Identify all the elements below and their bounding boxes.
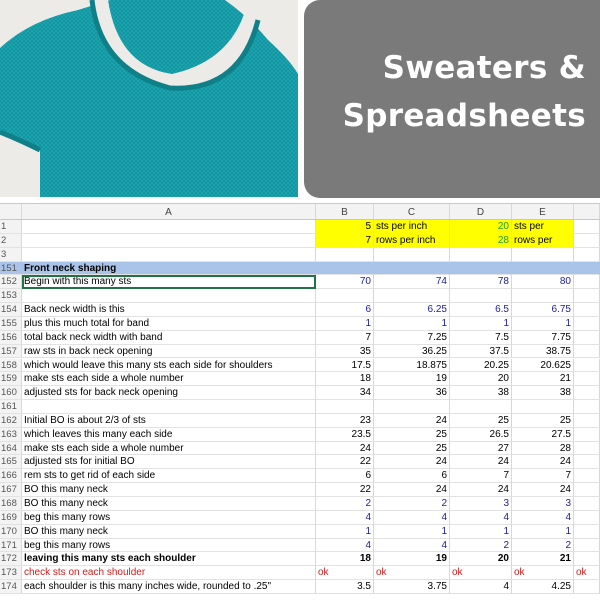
cell-f[interactable] bbox=[574, 220, 600, 234]
row-number[interactable]: 167 bbox=[0, 483, 22, 497]
cell-a[interactable]: rem sts to get rid of each side bbox=[22, 469, 316, 483]
cell-f[interactable] bbox=[574, 289, 600, 303]
column-header-c[interactable]: C bbox=[374, 204, 450, 219]
cell-d[interactable]: 7.5 bbox=[450, 331, 512, 345]
cell-a[interactable] bbox=[22, 220, 316, 234]
cell-d[interactable]: 6.5 bbox=[450, 303, 512, 317]
row-number[interactable]: 174 bbox=[0, 580, 22, 594]
cell-f[interactable] bbox=[574, 483, 600, 497]
cell-c[interactable]: 4 bbox=[374, 511, 450, 525]
gauge-value-d[interactable]: 20 bbox=[450, 220, 512, 234]
cell-c[interactable]: 18.875 bbox=[374, 359, 450, 373]
column-header-e[interactable]: E bbox=[512, 204, 574, 219]
table-row bbox=[0, 234, 600, 248]
cell-f[interactable] bbox=[574, 414, 600, 428]
row-number[interactable]: 157 bbox=[0, 345, 22, 359]
table-row bbox=[0, 303, 600, 317]
cell-b[interactable]: 18 bbox=[316, 552, 374, 566]
ok-check-c[interactable]: ok bbox=[374, 566, 450, 580]
cell-a[interactable]: each shoulder is this many inches wide, rounded to .25" bbox=[22, 580, 316, 594]
table-row bbox=[0, 372, 600, 386]
column-header-f[interactable] bbox=[574, 204, 600, 219]
cell-e[interactable] bbox=[512, 400, 574, 414]
cell-b[interactable]: 4 bbox=[316, 511, 374, 525]
row-number[interactable]: 166 bbox=[0, 469, 22, 483]
table-row bbox=[0, 345, 600, 359]
cell-c[interactable] bbox=[374, 262, 450, 276]
cell-e[interactable]: 24 bbox=[512, 483, 574, 497]
cell-b[interactable] bbox=[316, 248, 374, 262]
cell-a[interactable]: total back neck width with band bbox=[22, 331, 316, 345]
cell-c[interactable] bbox=[374, 400, 450, 414]
cell-f[interactable] bbox=[574, 331, 600, 345]
cell-c[interactable]: 4 bbox=[374, 539, 450, 553]
row-number[interactable]: 151 bbox=[0, 262, 22, 276]
cell-d[interactable]: 1 bbox=[450, 317, 512, 331]
cell-f[interactable] bbox=[574, 317, 600, 331]
table-row bbox=[0, 331, 600, 345]
cell-f[interactable] bbox=[574, 497, 600, 511]
gauge-value-d[interactable]: 28 bbox=[450, 234, 512, 248]
cell-f[interactable] bbox=[574, 372, 600, 386]
gauge-value-b[interactable]: 7 bbox=[316, 234, 374, 248]
cell-b[interactable]: 2 bbox=[316, 497, 374, 511]
row-number[interactable]: 152 bbox=[0, 275, 22, 289]
row-number[interactable]: 173 bbox=[0, 566, 22, 580]
cell-c[interactable]: 1 bbox=[374, 317, 450, 331]
cell-e[interactable]: 4.25 bbox=[512, 580, 574, 594]
cell-e[interactable]: 21 bbox=[512, 552, 574, 566]
cell-f[interactable] bbox=[574, 262, 600, 276]
row-number[interactable]: 163 bbox=[0, 428, 22, 442]
row-number[interactable]: 159 bbox=[0, 372, 22, 386]
cell-f[interactable] bbox=[574, 345, 600, 359]
cell-b[interactable]: 70 bbox=[316, 275, 374, 289]
cell-c[interactable]: 24 bbox=[374, 414, 450, 428]
row-number[interactable]: 161 bbox=[0, 400, 22, 414]
cell-d[interactable]: 4 bbox=[450, 580, 512, 594]
cell-e[interactable]: 25 bbox=[512, 414, 574, 428]
cell-b[interactable]: 18 bbox=[316, 372, 374, 386]
cell-a[interactable]: BO this many neck bbox=[22, 497, 316, 511]
table-row bbox=[0, 539, 600, 553]
cell-b[interactable]: 6 bbox=[316, 469, 374, 483]
cell-c[interactable]: 7.25 bbox=[374, 331, 450, 345]
cell-c[interactable]: 36 bbox=[374, 386, 450, 400]
cell-a[interactable]: leaving this many sts each shoulder bbox=[22, 552, 316, 566]
cell-e[interactable]: 27.5 bbox=[512, 428, 574, 442]
cell-d[interactable]: 7 bbox=[450, 469, 512, 483]
cell-e[interactable]: 2 bbox=[512, 539, 574, 553]
gauge-label-c[interactable]: rows per inch bbox=[374, 234, 450, 248]
cell-d[interactable] bbox=[450, 248, 512, 262]
table-row bbox=[0, 386, 600, 400]
cell-e[interactable]: 3 bbox=[512, 497, 574, 511]
cell-b[interactable]: 35 bbox=[316, 345, 374, 359]
cell-e[interactable]: 1 bbox=[512, 525, 574, 539]
cell-b[interactable]: 24 bbox=[316, 442, 374, 456]
row-number[interactable]: 155 bbox=[0, 317, 22, 331]
cell-d[interactable]: 2 bbox=[450, 539, 512, 553]
ok-check-f[interactable]: ok bbox=[574, 566, 600, 580]
gauge-value-b[interactable]: 5 bbox=[316, 220, 374, 234]
cell-d[interactable]: 1 bbox=[450, 525, 512, 539]
row-number[interactable]: 172 bbox=[0, 552, 22, 566]
cell-a[interactable]: raw sts in back neck opening bbox=[22, 345, 316, 359]
cell-c[interactable]: 24 bbox=[374, 483, 450, 497]
cell-e[interactable] bbox=[512, 262, 574, 276]
cell-e[interactable]: 20.625 bbox=[512, 359, 574, 373]
cell-e[interactable]: 28 bbox=[512, 442, 574, 456]
table-row bbox=[0, 262, 600, 276]
cell-f[interactable] bbox=[574, 455, 600, 469]
cell-e[interactable]: 6.75 bbox=[512, 303, 574, 317]
cell-d[interactable]: 24 bbox=[450, 455, 512, 469]
cell-e[interactable]: 80 bbox=[512, 275, 574, 289]
cell-d[interactable]: 37.5 bbox=[450, 345, 512, 359]
cell-c[interactable] bbox=[374, 289, 450, 303]
cell-c[interactable]: 2 bbox=[374, 497, 450, 511]
row-number[interactable]: 1 bbox=[0, 220, 22, 234]
cell-f[interactable] bbox=[574, 275, 600, 289]
cell-a[interactable]: Back neck width is this bbox=[22, 303, 316, 317]
row-number[interactable]: 2 bbox=[0, 234, 22, 248]
cell-b[interactable]: 3.5 bbox=[316, 580, 374, 594]
cell-a[interactable]: Begin with this many sts bbox=[22, 275, 316, 289]
title-line-2: Spreadsheets bbox=[342, 98, 586, 134]
cell-f[interactable] bbox=[574, 359, 600, 373]
column-header-b[interactable]: B bbox=[316, 204, 374, 219]
column-header-row bbox=[0, 203, 600, 220]
cell-c[interactable]: 74 bbox=[374, 275, 450, 289]
cell-a[interactable] bbox=[22, 289, 316, 303]
cell-e[interactable] bbox=[512, 248, 574, 262]
cell-f[interactable] bbox=[574, 442, 600, 456]
cell-b[interactable] bbox=[316, 289, 374, 303]
cell-d[interactable]: 20 bbox=[450, 372, 512, 386]
cell-d[interactable]: 24 bbox=[450, 483, 512, 497]
cell-f[interactable] bbox=[574, 386, 600, 400]
row-number[interactable]: 153 bbox=[0, 289, 22, 303]
cell-b[interactable]: 34 bbox=[316, 386, 374, 400]
table-row bbox=[0, 552, 600, 566]
cell-a[interactable]: adjusted sts for back neck opening bbox=[22, 386, 316, 400]
table-row bbox=[0, 580, 600, 594]
table-row bbox=[0, 455, 600, 469]
table-row bbox=[0, 275, 600, 289]
spreadsheet[interactable] bbox=[0, 203, 600, 600]
cell-c[interactable]: 25 bbox=[374, 428, 450, 442]
cell-d[interactable]: 20 bbox=[450, 552, 512, 566]
cell-a[interactable]: make sts each side a whole number bbox=[22, 372, 316, 386]
cell-d[interactable]: 78 bbox=[450, 275, 512, 289]
row-number[interactable]: 162 bbox=[0, 414, 22, 428]
cell-b[interactable]: 4 bbox=[316, 539, 374, 553]
cell-c[interactable]: 25 bbox=[374, 442, 450, 456]
row-number[interactable]: 160 bbox=[0, 386, 22, 400]
row-number[interactable]: 171 bbox=[0, 539, 22, 553]
cell-d[interactable] bbox=[450, 400, 512, 414]
cell-f[interactable] bbox=[574, 525, 600, 539]
cell-a[interactable]: make sts each side a whole number bbox=[22, 442, 316, 456]
title-card bbox=[304, 0, 600, 198]
cell-f[interactable] bbox=[574, 248, 600, 262]
cell-d[interactable] bbox=[450, 262, 512, 276]
cell-a[interactable]: which leaves this many each side bbox=[22, 428, 316, 442]
row-number[interactable]: 169 bbox=[0, 511, 22, 525]
table-row bbox=[0, 566, 600, 580]
table-row bbox=[0, 442, 600, 456]
table-row bbox=[0, 400, 600, 414]
cell-c[interactable]: 6 bbox=[374, 469, 450, 483]
cell-b[interactable]: 1 bbox=[316, 317, 374, 331]
cell-e[interactable]: 4 bbox=[512, 511, 574, 525]
gauge-label-e[interactable]: rows per bbox=[512, 234, 574, 248]
cell-d[interactable]: 4 bbox=[450, 511, 512, 525]
cell-d[interactable]: 20.25 bbox=[450, 359, 512, 373]
cell-a[interactable]: check sts on each shoulder bbox=[22, 566, 316, 580]
cell-a[interactable] bbox=[22, 248, 316, 262]
ok-check-d[interactable]: ok bbox=[450, 566, 512, 580]
cell-f[interactable] bbox=[574, 552, 600, 566]
cell-a[interactable]: Front neck shaping bbox=[22, 262, 316, 276]
cell-d[interactable]: 25 bbox=[450, 414, 512, 428]
table-row bbox=[0, 248, 600, 262]
cell-e[interactable]: 38 bbox=[512, 386, 574, 400]
cell-d[interactable]: 3 bbox=[450, 497, 512, 511]
row-number[interactable]: 3 bbox=[0, 248, 22, 262]
cell-e[interactable] bbox=[512, 289, 574, 303]
table-row bbox=[0, 525, 600, 539]
cell-c[interactable]: 19 bbox=[374, 552, 450, 566]
cell-c[interactable] bbox=[374, 248, 450, 262]
cell-c[interactable]: 6.25 bbox=[374, 303, 450, 317]
cell-f[interactable] bbox=[574, 580, 600, 594]
table-row bbox=[0, 220, 600, 234]
cell-a[interactable]: BO this many neck bbox=[22, 483, 316, 497]
cell-e[interactable]: 38.75 bbox=[512, 345, 574, 359]
gauge-label-c[interactable]: sts per inch bbox=[374, 220, 450, 234]
cell-f[interactable] bbox=[574, 511, 600, 525]
table-row bbox=[0, 289, 600, 303]
cell-c[interactable]: 1 bbox=[374, 525, 450, 539]
table-row bbox=[0, 469, 600, 483]
cell-e[interactable]: 7 bbox=[512, 469, 574, 483]
cell-f[interactable] bbox=[574, 539, 600, 553]
row-number[interactable]: 168 bbox=[0, 497, 22, 511]
cell-a[interactable]: plus this much total for band bbox=[22, 317, 316, 331]
cell-c[interactable]: 24 bbox=[374, 455, 450, 469]
column-header-d[interactable]: D bbox=[450, 204, 512, 219]
cell-e[interactable]: 1 bbox=[512, 317, 574, 331]
row-number[interactable]: 170 bbox=[0, 525, 22, 539]
banner bbox=[0, 0, 600, 200]
cell-d[interactable] bbox=[450, 289, 512, 303]
cell-b[interactable]: 17.5 bbox=[316, 359, 374, 373]
cell-d[interactable]: 27 bbox=[450, 442, 512, 456]
cell-e[interactable]: 21 bbox=[512, 372, 574, 386]
cell-b[interactable]: 22 bbox=[316, 483, 374, 497]
cell-c[interactable]: 36.25 bbox=[374, 345, 450, 359]
table-row bbox=[0, 414, 600, 428]
ok-check-b[interactable]: ok bbox=[316, 566, 374, 580]
table-row bbox=[0, 483, 600, 497]
cell-b[interactable] bbox=[316, 262, 374, 276]
cell-c[interactable]: 19 bbox=[374, 372, 450, 386]
cell-f[interactable] bbox=[574, 303, 600, 317]
corner-cell[interactable] bbox=[0, 204, 22, 219]
cell-f[interactable] bbox=[574, 469, 600, 483]
cell-a[interactable]: beg this many rows bbox=[22, 511, 316, 525]
cell-f[interactable] bbox=[574, 234, 600, 248]
row-number[interactable]: 156 bbox=[0, 331, 22, 345]
table-row bbox=[0, 511, 600, 525]
cell-a[interactable] bbox=[22, 234, 316, 248]
cell-b[interactable]: 23.5 bbox=[316, 428, 374, 442]
cell-f[interactable] bbox=[574, 428, 600, 442]
cell-a[interactable] bbox=[22, 400, 316, 414]
table-row bbox=[0, 428, 600, 442]
table-row bbox=[0, 317, 600, 331]
row-number[interactable]: 165 bbox=[0, 455, 22, 469]
row-number[interactable]: 164 bbox=[0, 442, 22, 456]
column-header-a[interactable]: A bbox=[22, 204, 316, 219]
cell-e[interactable]: 7.75 bbox=[512, 331, 574, 345]
row-number[interactable]: 158 bbox=[0, 359, 22, 373]
title-line-1: Sweaters & bbox=[382, 50, 586, 86]
cell-b[interactable]: 23 bbox=[316, 414, 374, 428]
cell-b[interactable]: 7 bbox=[316, 331, 374, 345]
sweater-photo bbox=[0, 0, 298, 197]
cell-d[interactable]: 38 bbox=[450, 386, 512, 400]
cell-a[interactable]: adjusted sts for initial BO bbox=[22, 455, 316, 469]
table-row bbox=[0, 359, 600, 373]
cell-c[interactable]: 3.75 bbox=[374, 580, 450, 594]
cell-d[interactable]: 26.5 bbox=[450, 428, 512, 442]
cell-a[interactable]: beg this many rows bbox=[22, 539, 316, 553]
cell-b[interactable]: 6 bbox=[316, 303, 374, 317]
cell-a[interactable]: which would leave this many sts each side for shoulders bbox=[22, 359, 316, 373]
row-number[interactable]: 154 bbox=[0, 303, 22, 317]
cell-b[interactable] bbox=[316, 400, 374, 414]
cell-a[interactable]: BO this many neck bbox=[22, 525, 316, 539]
cell-e[interactable]: 24 bbox=[512, 455, 574, 469]
cell-f[interactable] bbox=[574, 400, 600, 414]
cell-b[interactable]: 22 bbox=[316, 455, 374, 469]
gauge-label-e[interactable]: sts per bbox=[512, 220, 574, 234]
cell-b[interactable]: 1 bbox=[316, 525, 374, 539]
table-row bbox=[0, 497, 600, 511]
ok-check-e[interactable]: ok bbox=[512, 566, 574, 580]
cell-a[interactable]: Initial BO is about 2/3 of sts bbox=[22, 414, 316, 428]
